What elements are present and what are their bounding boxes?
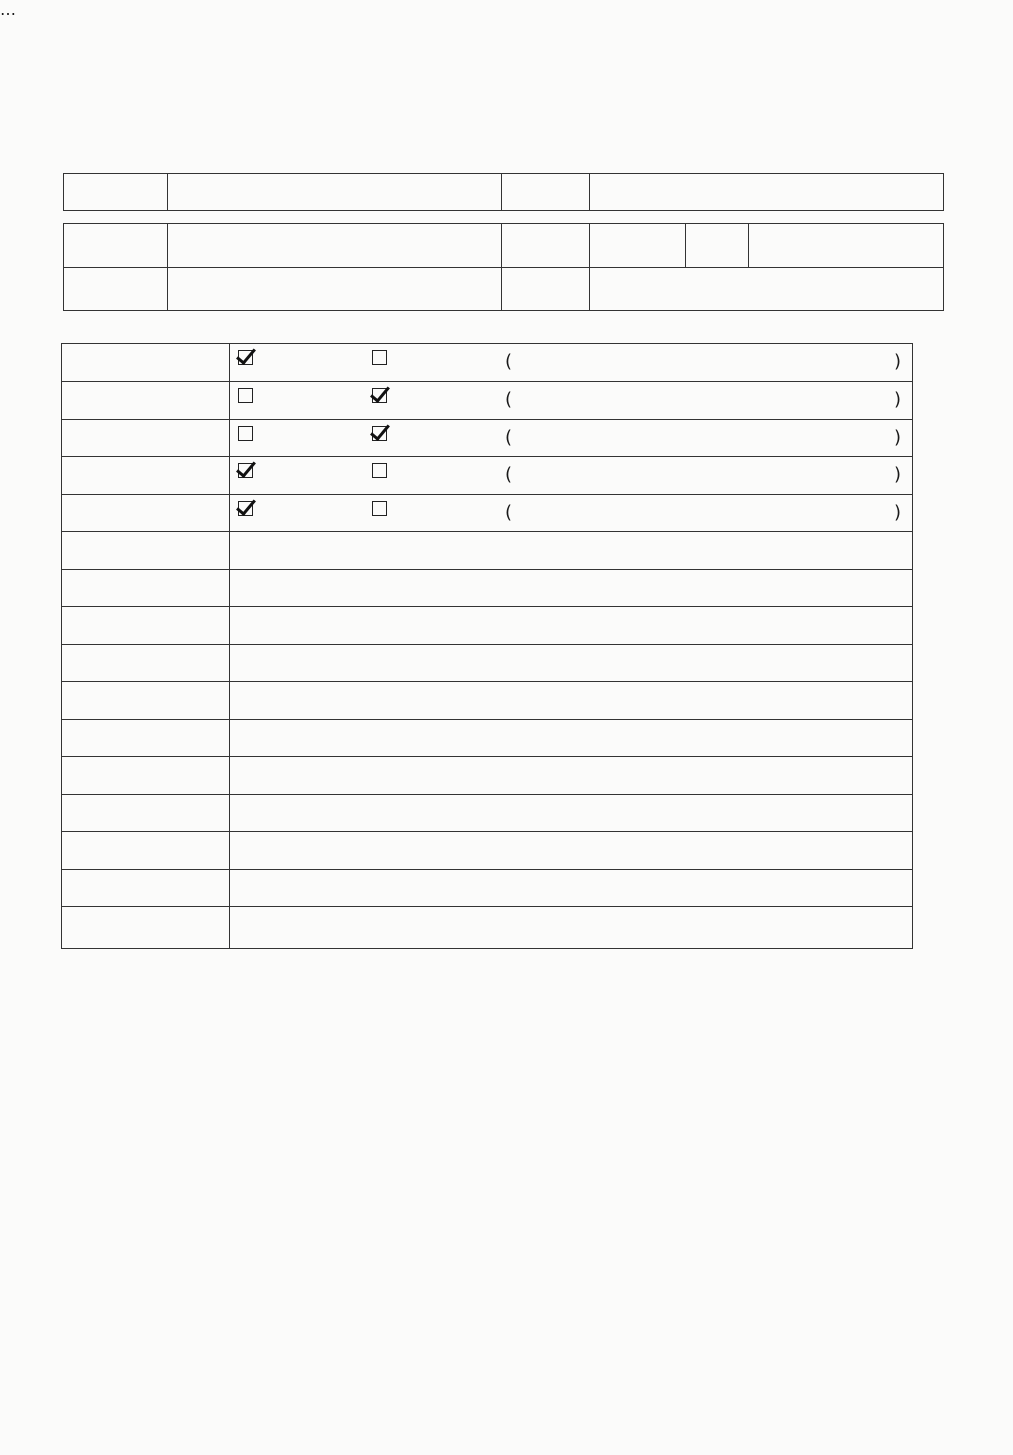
inspection-table bbox=[61, 343, 913, 949]
row-ear-opt1[interactable] bbox=[238, 463, 256, 478]
checkbox-checked-icon[interactable] bbox=[372, 426, 387, 441]
checkbox-checked-icon[interactable] bbox=[238, 501, 253, 516]
row-ear-opt2[interactable] bbox=[372, 463, 390, 478]
row-mouth-opt2[interactable] bbox=[372, 388, 390, 403]
row-eye-opt2[interactable] bbox=[372, 426, 390, 441]
checkbox-icon[interactable] bbox=[372, 501, 387, 516]
paren-close: ) bbox=[894, 389, 902, 410]
paren-close: ) bbox=[894, 351, 902, 372]
checkbox-icon[interactable] bbox=[372, 350, 387, 365]
row-parvo-opt2[interactable] bbox=[372, 350, 390, 365]
checkbox-checked-icon[interactable] bbox=[372, 388, 387, 403]
row-nose-opt1[interactable] bbox=[238, 501, 256, 516]
row-mouth-opt1[interactable] bbox=[238, 388, 256, 403]
row-eye-opt1[interactable] bbox=[238, 426, 256, 441]
paren-open: ( bbox=[505, 389, 513, 410]
owner-value bbox=[168, 174, 502, 210]
paren-open: ( bbox=[505, 351, 513, 372]
sex-label bbox=[502, 224, 590, 267]
breed-value bbox=[168, 224, 502, 267]
paren-close: ) bbox=[894, 427, 902, 448]
address-label bbox=[502, 174, 590, 210]
sex-value bbox=[590, 224, 686, 267]
no-value bbox=[590, 267, 942, 310]
pet-info-table bbox=[63, 223, 944, 311]
checkbox-checked-icon[interactable] bbox=[238, 463, 253, 478]
weight-label bbox=[686, 224, 749, 267]
no-label bbox=[502, 267, 590, 310]
checkbox-icon[interactable] bbox=[238, 426, 253, 441]
birth-value bbox=[168, 267, 502, 310]
row-parvo-opt1[interactable] bbox=[238, 350, 256, 365]
weight-cell bbox=[749, 224, 942, 267]
paren-close: ) bbox=[894, 464, 902, 485]
paren-open: ( bbox=[505, 464, 513, 485]
paren-open: ( bbox=[505, 427, 513, 448]
paren-close: ) bbox=[894, 502, 902, 523]
checkbox-icon[interactable] bbox=[372, 463, 387, 478]
breed-label bbox=[64, 224, 168, 267]
owner-label bbox=[64, 174, 168, 210]
address-value bbox=[590, 174, 942, 210]
checkbox-checked-icon[interactable] bbox=[238, 350, 253, 365]
checkbox-icon[interactable] bbox=[238, 388, 253, 403]
paren-open: ( bbox=[505, 502, 513, 523]
row-nose-opt2[interactable] bbox=[372, 501, 390, 516]
birth-label bbox=[64, 267, 168, 310]
owner-row bbox=[63, 173, 944, 211]
